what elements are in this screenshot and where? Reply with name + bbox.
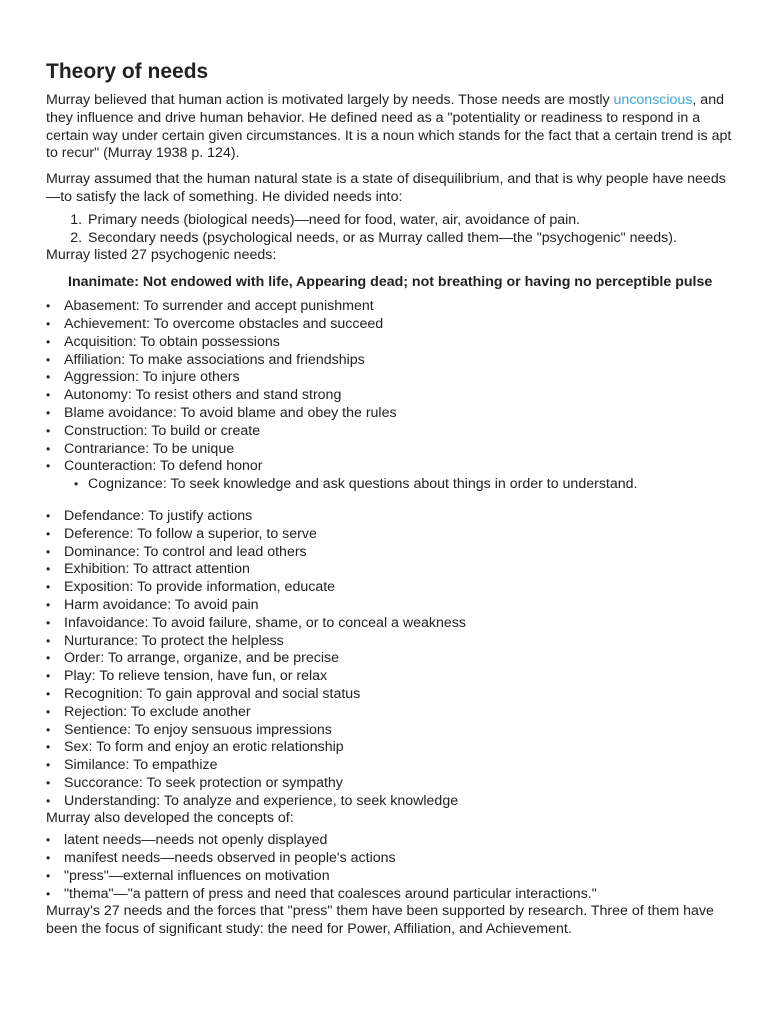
need-types-list — [46, 212, 736, 248]
list-item-text: Sex: To form and enjoy an erotic relationship — [64, 739, 344, 756]
bullet-icon: • — [46, 423, 51, 438]
list-item — [46, 792, 736, 811]
bullet-icon: • — [46, 886, 51, 901]
intro-text-after: , and they influence and drive human behavior. He defined need as a "potentiality or readiness to respond in a certain way under certain given circumstances. It is a noun which stands for the fact that a certain trend is apt to recur" (Murray 1938 p. 124). — [46, 92, 732, 162]
list-item-text: Understanding: To analyze and experience, to seek knowledge — [64, 792, 459, 809]
bullet-icon: • — [46, 615, 51, 630]
list-item — [46, 650, 736, 668]
bullet-icon: • — [46, 740, 51, 755]
list-item-text: Abasement: To surrender and accept punishment — [64, 298, 374, 315]
bullet-icon: • — [46, 633, 51, 648]
bullet-icon: • — [46, 526, 51, 541]
list-item — [46, 507, 736, 526]
list-item-text: Affiliation: To make associations and friendships — [64, 351, 365, 368]
list-item — [46, 315, 736, 334]
bullet-icon: • — [46, 868, 51, 883]
bullet-icon: • — [46, 405, 51, 420]
bullet-icon: • — [46, 758, 51, 773]
page-title: Theory of needs — [46, 60, 209, 83]
list-item — [46, 774, 736, 793]
bullet-icon: • — [46, 597, 51, 612]
list-item-text: "thema"—"a pattern of press and need that coalesces around particular interactions." — [64, 885, 597, 902]
bullet-icon: • — [46, 299, 51, 314]
list-item-text: Sentience: To enjoy sensuous impressions — [64, 721, 332, 738]
list-item-text: Harm avoidance: To avoid pain — [64, 596, 259, 613]
list-item-text: manifest needs—needs observed in people's actions — [64, 850, 396, 867]
list-item — [46, 458, 736, 476]
needs-list-1 — [46, 298, 736, 476]
intro-paragraph — [46, 92, 736, 163]
psychogenic-intro: Murray listed 27 psychogenic needs: — [46, 247, 277, 264]
list-item-text: Exposition: To provide information, educate — [64, 579, 336, 596]
bullet-icon: • — [46, 441, 51, 456]
list-item — [46, 422, 736, 441]
list-item — [46, 369, 736, 387]
list-item — [46, 596, 736, 615]
unconscious-link[interactable]: unconscious — [613, 92, 693, 108]
concepts-intro: Murray also developed the concepts of: — [46, 810, 294, 827]
bullet-icon: • — [46, 851, 51, 866]
bullet-icon: • — [46, 651, 51, 666]
list-item-text: Nurturance: To protect the helpless — [64, 632, 284, 649]
list-item-text: Recognition: To gain approval and social status — [64, 685, 361, 702]
bullet-icon: • — [46, 669, 51, 684]
list-item-text: Cognizance: To seek knowledge and ask questions about things in order to understand. — [88, 476, 638, 493]
list-item-text: Acquisition: To obtain possessions — [64, 333, 280, 350]
list-item — [46, 614, 736, 633]
bullet-icon: • — [46, 686, 51, 701]
list-item-text: Dominance: To control and lead others — [64, 543, 307, 560]
need-type-item: 2. Secondary needs (psychological needs, or as Murray called them—the "psychogenic" needs). — [86, 230, 736, 248]
list-item-text: Achievement: To overcome obstacles and succeed — [64, 315, 384, 332]
list-item — [46, 387, 736, 405]
list-item — [46, 850, 736, 868]
inanimate-callout: Inanimate: Not endowed with life, Appearing dead; not breathing or having no perceptible pulse — [68, 274, 713, 291]
bullet-icon: • — [46, 704, 51, 719]
bullet-icon: • — [46, 833, 51, 848]
needs-list-2 — [46, 508, 736, 811]
need-type-item: 1. Primary needs (biological needs)—need for food, water, air, avoidance of pain. — [86, 212, 736, 230]
list-item-text: Similance: To empathize — [64, 757, 218, 774]
list-item-text: Deference: To follow a superior, to serve — [64, 525, 317, 542]
document-page — [46, 56, 736, 939]
list-item-text: Construction: To build or create — [64, 422, 261, 439]
list-item — [46, 298, 736, 316]
list-item — [46, 832, 736, 850]
bullet-icon: • — [46, 459, 51, 474]
list-item-text: Exhibition: To attract attention — [64, 561, 250, 578]
bullet-icon: • — [46, 722, 51, 737]
list-item — [46, 739, 736, 757]
list-item — [46, 543, 736, 562]
bullet-icon: • — [46, 562, 51, 577]
list-item — [46, 561, 736, 579]
bullet-icon: • — [46, 388, 51, 403]
list-item — [46, 351, 736, 370]
list-item-text: Blame avoidance: To avoid blame and obey the rules — [64, 404, 397, 421]
list-item-text: Contrariance: To be unique — [64, 440, 235, 457]
bullet-icon: • — [46, 775, 51, 790]
list-item-text: Rejection: To exclude another — [64, 703, 251, 720]
list-item — [46, 632, 736, 651]
list-item-text: latent needs—needs not openly displayed — [64, 832, 328, 849]
list-item-text: "press"—external influences on motivation — [64, 867, 330, 884]
list-item — [46, 867, 736, 886]
bullet-icon: • — [46, 544, 51, 559]
list-item — [46, 333, 736, 352]
list-item — [74, 476, 736, 494]
concepts-list — [46, 832, 736, 903]
bullet-icon: • — [46, 316, 51, 331]
bullet-icon: • — [46, 352, 51, 367]
bullet-icon: • — [46, 793, 51, 808]
bullet-icon: • — [46, 508, 51, 523]
list-item — [46, 721, 736, 740]
list-item-text: Aggression: To injure others — [64, 369, 240, 386]
bullet-icon: • — [46, 370, 51, 385]
bullet-icon: • — [74, 477, 79, 492]
list-item-text: Infavoidance: To avoid failure, shame, or to conceal a weakness — [64, 614, 466, 631]
list-item-text: Autonomy: To resist others and stand strong — [64, 387, 342, 404]
list-item — [46, 579, 736, 597]
needs-sublist — [46, 476, 736, 494]
list-item — [46, 703, 736, 722]
list-item-text: Order: To arrange, organize, and be precise — [64, 650, 339, 667]
list-item — [46, 404, 736, 423]
bullet-icon: • — [46, 334, 51, 349]
list-item — [46, 525, 736, 544]
list-item — [46, 685, 736, 704]
list-item — [46, 885, 736, 904]
bullet-icon: • — [46, 580, 51, 595]
intro-text-before: Murray believed that human action is motivated largely by needs. Those needs are mostly — [46, 92, 614, 108]
list-item-text: Defendance: To justify actions — [64, 507, 253, 524]
closing-paragraph: Murray's 27 needs and the forces that "press" them have been supported by research. Three of them have been the focus of significant study: the need for Power, Affiliation, and Achievement. — [46, 903, 714, 938]
list-item — [46, 668, 736, 686]
list-item-text: Succorance: To seek protection or sympathy — [64, 774, 343, 791]
disequilibrium-paragraph: Murray assumed that the human natural state is a state of disequilibrium, and that is why people have needs—to satisfy the lack of something. He divided needs into: — [46, 171, 726, 205]
list-item — [46, 757, 736, 775]
list-item-text: Play: To relieve tension, have fun, or relax — [64, 668, 328, 685]
list-item — [46, 440, 736, 459]
list-item-text: Counteraction: To defend honor — [64, 458, 263, 475]
